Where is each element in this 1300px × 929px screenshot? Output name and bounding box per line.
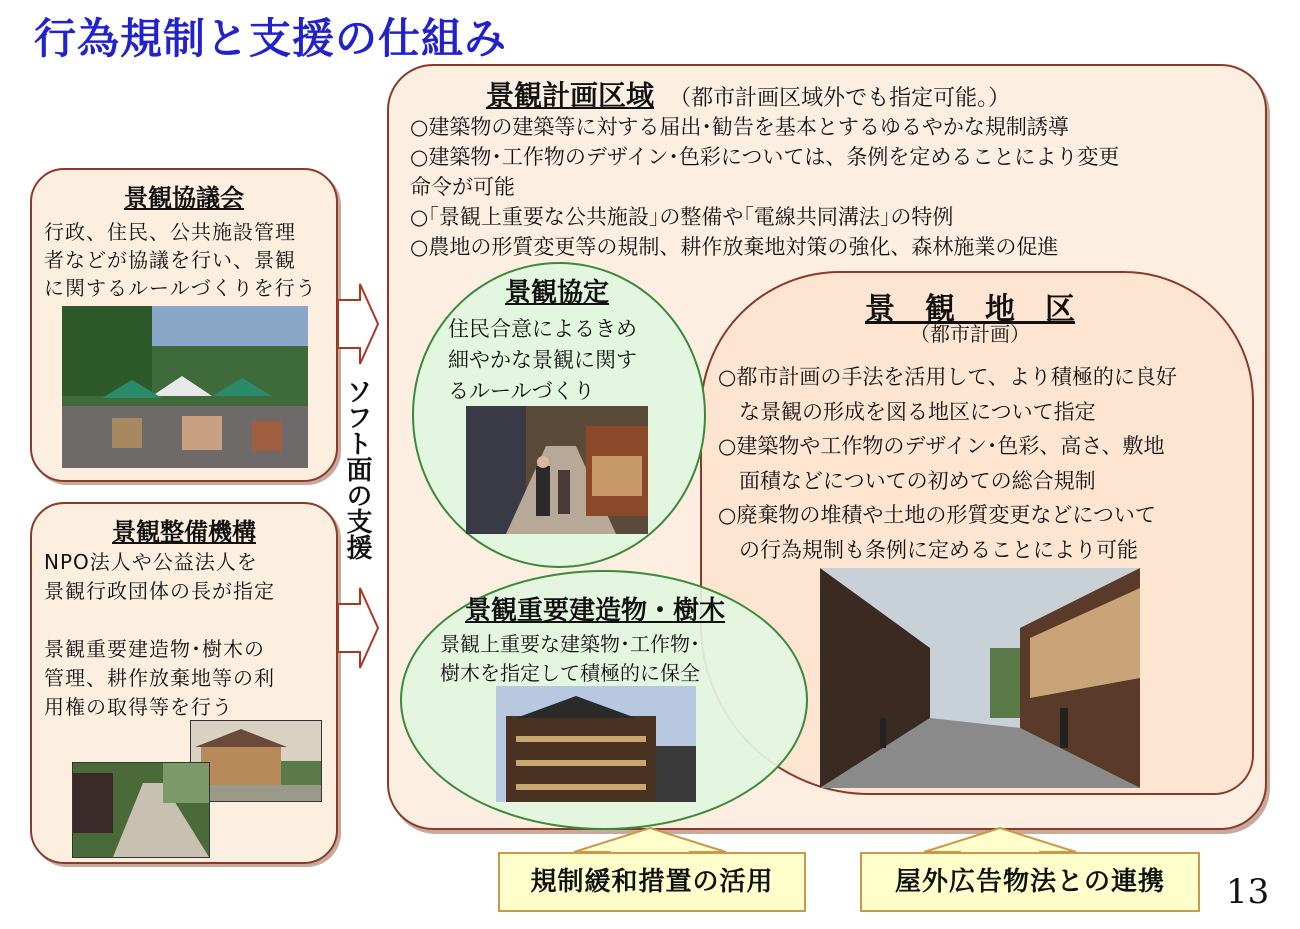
council-heading: 景観協議会 — [124, 184, 244, 212]
outdoor-ads-box: 屋外広告物法との連携 — [860, 852, 1200, 912]
council-photo — [62, 306, 308, 468]
arrow-up-right — [920, 826, 1080, 854]
important-photo — [496, 686, 696, 802]
plan-area-note: （都市計画区域外でも指定可能。） — [669, 86, 1011, 111]
plan-area-item: ○建築物･工作物のデザイン･色彩については、条例を定めることにより変更 — [410, 145, 1120, 169]
district-line: ○建築物や工作物のデザイン･色彩、高さ、敷地 — [718, 434, 1165, 458]
council-line: 者などが協議を行い、景観 — [44, 248, 296, 272]
page-number: 13 — [1226, 872, 1270, 912]
agreement-line: 住民合意によるきめ — [448, 317, 637, 341]
organization-heading: 景観整備機構 — [112, 518, 256, 546]
soft-support-label: ソフト面の支援 — [342, 378, 372, 560]
council-line: に関するルールづくりを行う — [44, 276, 317, 300]
plan-area-title: 景観計画区域 — [486, 79, 655, 112]
district-line: の行為規制も条例に定めることにより可能 — [718, 537, 1138, 562]
agreement-heading: 景観協定 — [504, 278, 609, 308]
organization-line: 用権の取得等を行う — [44, 695, 233, 719]
council-line: 行政、住民、公共施設管理 — [44, 220, 296, 244]
page-title: 行為規制と支援の仕組み — [34, 14, 508, 63]
agreement-photo — [466, 406, 648, 534]
agreement-line: るルールづくり — [448, 379, 595, 403]
organization-line: 景観行政団体の長が指定 — [44, 579, 275, 603]
deregulation-box: 規制緩和措置の活用 — [498, 852, 806, 912]
important-line: 樹木を指定して積極的に保全 — [440, 661, 700, 685]
district-line: な景観の形成を図る地区について指定 — [718, 399, 1096, 424]
plan-area-item: ○｢景観上重要な公共施設｣の整備や｢電線共同溝法｣の特例 — [410, 205, 954, 229]
agreement-text — [448, 314, 637, 407]
important-line: 景観上重要な建築物･工作物･ — [440, 632, 700, 656]
organization-photo-path — [72, 762, 210, 858]
plan-area-items — [410, 112, 1250, 262]
organization-line: 管理、耕作放棄地等の利 — [44, 666, 275, 690]
district-text — [718, 360, 1248, 567]
district-subheading: （都市計画） — [910, 322, 1030, 346]
organization-line — [44, 606, 336, 635]
important-heading: 景観重要建造物・樹木 — [464, 596, 725, 626]
important-text — [440, 630, 700, 688]
organization-box — [30, 502, 338, 864]
district-photo — [820, 568, 1140, 788]
arrow-up-left — [570, 826, 730, 854]
organization-line: 景観重要建造物･樹木の — [44, 637, 265, 661]
district-heading: 景 観 地 区 — [865, 292, 1075, 327]
arrow-right-lower — [336, 586, 380, 670]
district-line: ○廃棄物の堆積や土地の形質変更などについて — [718, 503, 1156, 527]
council-text — [44, 218, 336, 302]
plan-area-item: ○建築物の建築等に対する届出･勧告を基本とするゆるやかな規制誘導 — [410, 115, 1069, 139]
organization-text — [44, 548, 336, 722]
plan-area-item: ○農地の形質変更等の規制、耕作放棄地対策の強化、森林施業の促進 — [410, 235, 1059, 259]
agreement-line: 細やかな景観に関す — [448, 348, 637, 372]
plan-area-item: 命令が可能 — [410, 175, 515, 199]
arrow-right-upper — [336, 282, 380, 366]
district-line: ○都市計画の手法を活用して、より積極的に良好 — [718, 365, 1177, 389]
council-box — [30, 168, 338, 482]
district-line: 面積などについての初めての総合規制 — [718, 468, 1096, 493]
plan-area-heading — [486, 74, 1010, 114]
organization-line: NPO法人や公益法人を — [44, 550, 258, 574]
